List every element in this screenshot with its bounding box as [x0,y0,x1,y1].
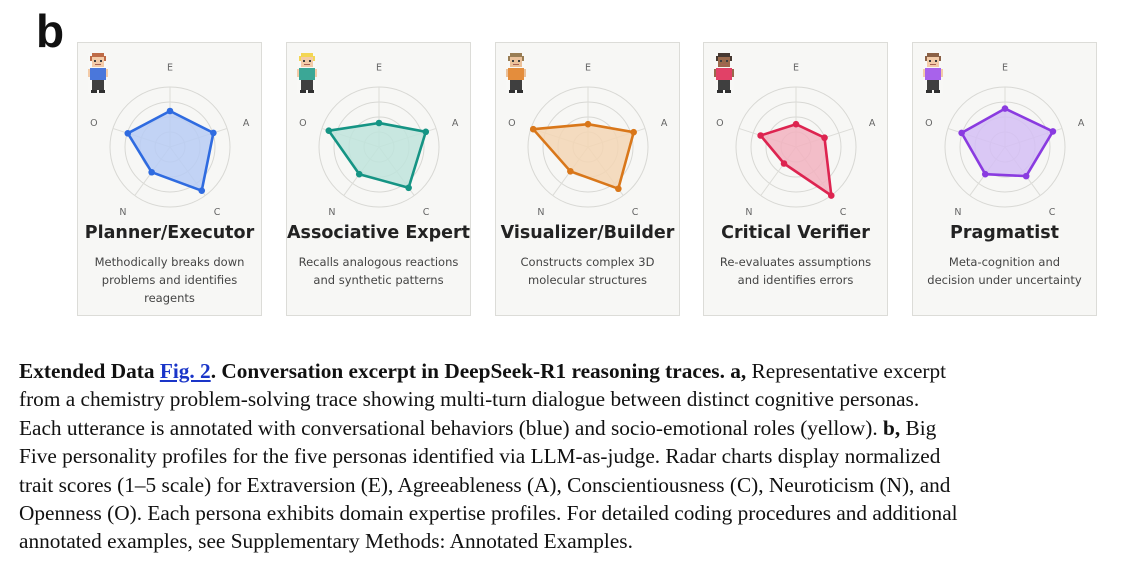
radar-point-e [1002,105,1009,112]
caption-line-7: annotated examples, see Supplementary Methods: Annotated Examples. [19,529,633,554]
radar-axis-label-n: N [537,207,545,219]
panel-letter: b [36,5,65,57]
radar-point-c [828,192,835,199]
radar-axis-label-n: N [328,207,336,219]
radar-series-polygon [533,124,634,189]
radar-point-o [124,130,131,137]
persona-description-line: Meta-cognition and [948,255,1061,269]
persona-description-line: reagents [144,291,195,305]
persona-title: Planner/Executor [84,223,255,243]
persona-card [912,42,1097,316]
persona-avatar-icon [923,53,943,95]
persona-description-line: molecular structures [528,273,647,287]
radar-axis-label-o: O [90,117,98,129]
persona-description-line: and synthetic patterns [313,273,444,287]
persona-description-line: and identifies errors [737,273,854,287]
persona-description [86,253,253,307]
caption-line-1 [19,357,1119,385]
radar-axis-label-a: A [1077,117,1085,129]
persona-title: Pragmatist [950,223,1059,243]
persona-description [921,253,1088,289]
persona-description-line: decision under uncertainty [927,273,1082,287]
caption-line-2: from a chemistry problem-solving trace showing multi-turn dialogue between distinct cognitive personas. [19,387,920,412]
radar-axis-label-a: A [451,117,459,129]
radar-axis-label-o: O [716,117,724,129]
persona-description-line: Recalls analogous reactions [298,255,459,269]
radar-axis-label-c: C [839,207,847,219]
radar-point-o [757,132,764,139]
radar-axis-label-n: N [745,207,753,219]
caption-lead: Extended Data [19,359,160,383]
figure-link[interactable]: Fig. 2 [159,359,211,383]
radar-axis-label-a: A [242,117,250,129]
persona-description-line: Constructs complex 3D [520,255,655,269]
radar-point-a [1050,128,1057,135]
radar-axis-label-c: C [631,207,639,219]
radar-axis-label-o: O [925,117,933,129]
radar-axis-label-n: N [119,207,127,219]
radar-point-e [793,121,800,128]
persona-description-line: Re-evaluates assumptions [719,255,872,269]
caption-line3-b-rest: Big [900,415,937,440]
radar-series-polygon [329,123,426,188]
radar-axis-label-e: E [792,62,800,74]
persona-description-line: Methodically breaks down [94,255,245,269]
persona-card [286,42,471,316]
radar-point-a [210,130,217,137]
radar-point-o [958,130,965,137]
radar-series-polygon [962,109,1053,177]
persona-description-line: problems and identifies [101,273,238,287]
radar-axis-label-c: C [1048,207,1056,219]
caption-line3-a: Each utterance is annotated with conversational behaviors (blue) and socio-emotional roles (yellow). [19,415,878,440]
radar-point-o [530,126,537,133]
persona-avatar-icon [297,53,317,95]
caption-label-b: b, [883,415,901,440]
radar-point-a [821,134,828,141]
radar-axis-label-n: N [954,207,962,219]
radar-axis-label-a: A [868,117,876,129]
radar-point-c [1023,173,1030,180]
persona-title: Associative Expert [287,223,470,243]
caption-title: . Conversation excerpt in DeepSeek-R1 reasoning traces. [210,359,725,383]
caption-line-4: Five personality profiles for the five personas identified via LLM-as-judge. Radar charts display normalized [19,444,941,469]
radar-point-c [198,187,205,194]
figure-caption [19,357,1119,556]
persona-title: Critical Verifier [721,223,870,243]
radar-axis-label-a: A [660,117,668,129]
radar-point-n [567,168,574,175]
radar-point-e [585,121,592,128]
caption-line-3 [19,414,1119,442]
radar-axis-label-e: E [166,62,174,74]
radar-axis-label-e: E [584,62,592,74]
persona-title: Visualizer/Builder [500,223,675,243]
caption-line-6: Openness (O). Each persona exhibits domain expertise profiles. For detailed coding procedures and additional [19,501,958,526]
radar-point-o [325,127,332,134]
radar-point-n [148,169,155,176]
radar-point-n [781,160,788,167]
radar-point-n [356,171,363,178]
radar-point-e [376,120,383,127]
persona-card [703,42,888,316]
radar-point-a [630,129,637,136]
radar-axis-label-c: C [213,207,221,219]
radar-point-a [422,128,429,135]
persona-description [295,253,462,289]
persona-description [504,253,671,289]
caption-line-5: trait scores (1–5 scale) for Extraversion (E), Agreeableness (A), Conscientiousness (C), Neuroticism (N), and [19,472,951,497]
radar-point-c [405,184,412,191]
radar-series-polygon [128,111,214,191]
radar-axis-label-c: C [422,207,430,219]
radar-point-c [615,185,622,192]
caption-label-a: a, [730,359,747,383]
persona-card [495,42,680,316]
persona-description [712,253,879,289]
radar-point-n [982,171,989,178]
radar-axis-label-e: E [1001,62,1009,74]
radar-axis-label-o: O [508,117,516,129]
radar-point-e [167,108,174,115]
radar-axis-label-e: E [375,62,383,74]
persona-avatar-icon [714,53,734,95]
persona-avatar-icon [88,53,108,95]
persona-avatar-icon [506,53,526,95]
persona-card [77,42,262,316]
radar-axis-label-o: O [299,117,307,129]
caption-line1-rest: Representative excerpt [746,359,947,383]
